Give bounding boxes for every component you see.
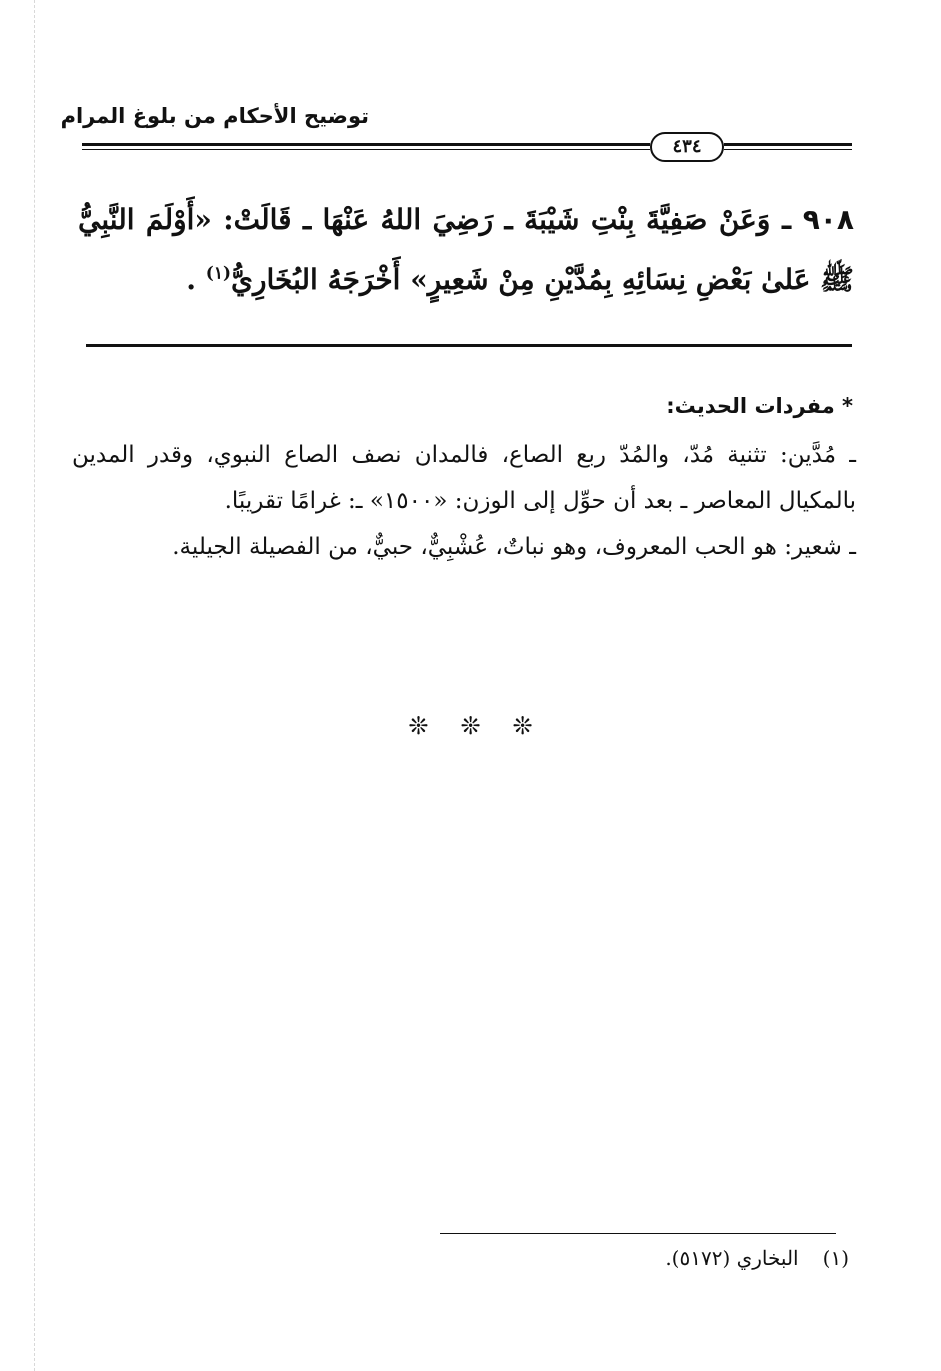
scan-margin-line bbox=[34, 0, 35, 1371]
section-title-vocabulary: * مفردات الحديث: bbox=[666, 394, 853, 418]
separator-star-icon: ❊ bbox=[408, 712, 429, 740]
header-rule-left bbox=[82, 138, 650, 158]
running-header-title: توضيح الأحكام من بلوغ المرام bbox=[60, 104, 369, 128]
footnote-divider bbox=[440, 1233, 836, 1234]
section-separator bbox=[0, 712, 941, 740]
hadith-divider bbox=[86, 344, 852, 347]
footnote-text: البخاري (٥١٧٢). bbox=[665, 1246, 799, 1270]
vocabulary-item-muddayn: ـ مُدَّين: تثنية مُدّ، والمُدّ ربع الصاع، فالمدان نصف الصاع النبوي، وقدر المدين بالمكيال المعاصر ـ بعد أن حوِّل إلى الوزن: «١٥٠٠» ـ: غرامًا تقريبًا. bbox=[72, 442, 856, 514]
footnote-1 bbox=[665, 1246, 849, 1270]
footnote-reference: (١) bbox=[205, 263, 232, 284]
vocabulary-list bbox=[72, 432, 856, 570]
hadith-body: وَعَنْ صَفِيَّةَ بِنْتِ شَيْبَةَ ـ رَضِيَ اللهُ عَنْهَا ـ قَالَتْ: «أَوْلَمَ النَّبِيُّ ﷺ عَلىٰ بَعْضِ نِسَائِهِ بِمُدَّيْنِ مِنْ شَعِيرٍ» أَخْرَجَهُ البُخَارِيُّ bbox=[78, 203, 854, 296]
footnote-number: (١) bbox=[822, 1246, 849, 1270]
hadith-end-punctuation: . bbox=[186, 263, 197, 296]
vocabulary-item-shaeer: ـ شعير: هو الحب المعروف، وهو نباتٌ، عُشْبِيٌّ، حبيٌّ، من الفصيلة الجيلية. bbox=[172, 534, 856, 560]
header-rule-right bbox=[724, 138, 852, 158]
hadith-text bbox=[78, 190, 854, 310]
hadith-number: ٩٠٨ ـ bbox=[781, 203, 854, 236]
separator-star-icon: ❊ bbox=[512, 712, 533, 740]
separator-star-icon: ❊ bbox=[460, 712, 481, 740]
page-number: ٤٣٤ bbox=[650, 132, 724, 162]
